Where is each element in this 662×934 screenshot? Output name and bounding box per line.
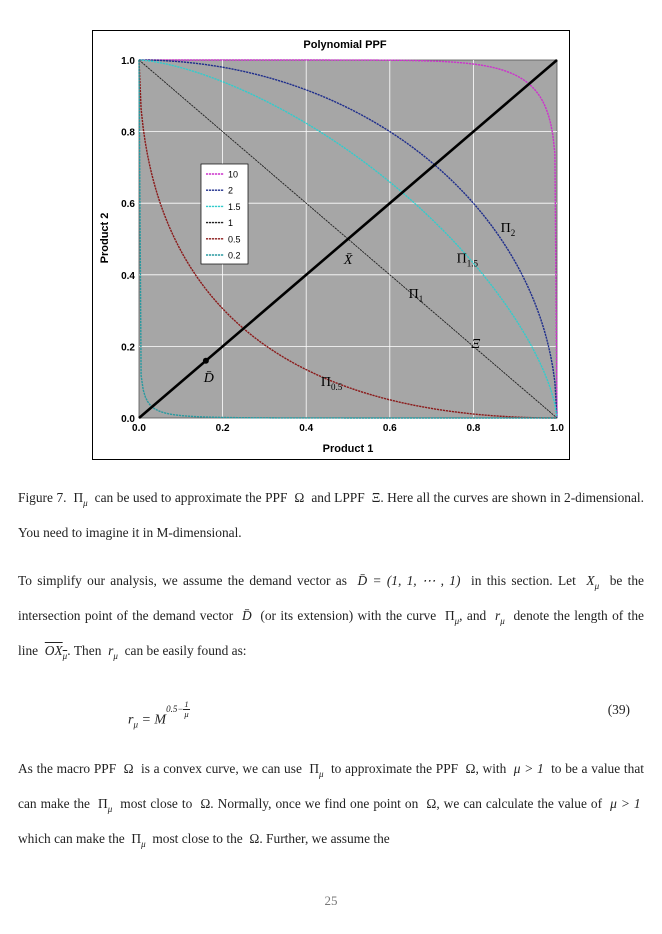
caption-text-1: can be used to approximate the PPF bbox=[94, 490, 288, 505]
y-tick-label: 0.0 bbox=[121, 414, 135, 425]
mu-condition: μ > 1 bbox=[610, 796, 641, 811]
p2-text-1: As the macro PPF bbox=[18, 761, 117, 776]
d-symbol: D̄ bbox=[241, 608, 252, 623]
curve-label bbox=[343, 253, 353, 268]
caption-prefix: Figure 7. bbox=[18, 490, 67, 505]
x-tick-label: 0.6 bbox=[382, 423, 397, 434]
mu-subscript: μ bbox=[594, 581, 600, 591]
y-tick-label: 0.2 bbox=[121, 342, 135, 354]
curve-label-symbol: D̄ bbox=[203, 371, 214, 387]
y-tick-label: 0.8 bbox=[121, 127, 135, 139]
ppf-figure bbox=[92, 30, 570, 460]
p1-text-8: can be easily found as: bbox=[124, 643, 247, 658]
omega-symbol: Ω bbox=[294, 490, 305, 505]
eqn-lhs: r bbox=[128, 712, 134, 728]
curve-label-symbol: X̄ bbox=[343, 253, 353, 269]
y-tick-label: 0.6 bbox=[121, 199, 135, 211]
curve-label-subscript: 0.5 bbox=[330, 381, 343, 392]
x-tick-label: 0.8 bbox=[466, 423, 481, 434]
eqn-frac-den: μ bbox=[184, 709, 189, 719]
curve-label-symbol: Π bbox=[456, 251, 467, 267]
legend-label-10: 10 bbox=[228, 169, 239, 180]
mu-condition: μ > 1 bbox=[513, 761, 544, 776]
omega-symbol: Ω bbox=[200, 796, 211, 811]
r-symbol: r bbox=[108, 643, 114, 658]
p2-text-8: , we can calculate the value of bbox=[436, 796, 603, 811]
p1-text-1: To simplify our analysis, we assume the demand vector as bbox=[18, 573, 347, 588]
p2-text-3: to approximate the PPF bbox=[330, 761, 459, 776]
eqn-exponent bbox=[166, 699, 190, 719]
p2-text-9: which can make the bbox=[18, 831, 125, 846]
mu-subscript: μ bbox=[500, 616, 505, 626]
p2-text-5: to be a value that can make the bbox=[18, 761, 644, 811]
legend-label-2: 2 bbox=[228, 185, 234, 196]
p1-text-3: be the intersection point of the demand vector bbox=[18, 573, 644, 623]
mu-subscript: μ bbox=[141, 839, 146, 849]
curve-label bbox=[471, 337, 480, 352]
legend-box bbox=[201, 164, 248, 264]
x-tick-label: 0.4 bbox=[299, 423, 314, 434]
caption-text-3: . Here all the curves are shown in 2-dimensional. You need to imagine it in M-dimensional. bbox=[18, 490, 644, 540]
curve-label-subscript: 2 bbox=[510, 227, 516, 238]
paragraph-2 bbox=[18, 754, 644, 859]
legend bbox=[201, 164, 248, 264]
r-symbol: r bbox=[494, 608, 501, 623]
p1-text-4: (or its extension) with the curve bbox=[260, 608, 437, 623]
caption-text-2: and LPPF bbox=[311, 490, 365, 505]
p2-text-6: most close to bbox=[120, 796, 193, 811]
p1-text-2: in this section. Let bbox=[471, 573, 576, 588]
curve-label-symbol: Π bbox=[320, 374, 331, 390]
mu-subscript: μ bbox=[454, 616, 460, 626]
eqn-rhs: = M bbox=[141, 712, 167, 728]
curve-label-symbol: Ξ bbox=[471, 337, 481, 353]
omega-symbol: Ω bbox=[426, 796, 437, 811]
omega-symbol: Ω bbox=[249, 831, 260, 846]
curve-label-subscript: 1.5 bbox=[466, 258, 479, 269]
demand-point-marker bbox=[203, 358, 209, 364]
curve-label-symbol: Π bbox=[408, 287, 419, 303]
page-number: 25 bbox=[324, 893, 338, 908]
y-axis-label: Product 2 bbox=[99, 212, 111, 264]
mu-subscript: μ bbox=[318, 769, 324, 779]
mu-subscript: μ bbox=[133, 719, 138, 730]
y-tick-label: 1.0 bbox=[121, 56, 135, 67]
curve-label bbox=[203, 371, 214, 386]
mu-subscript: μ bbox=[113, 651, 118, 661]
pi-symbol: Π bbox=[98, 796, 108, 811]
eqn-exp-text: 0.5− bbox=[166, 703, 184, 714]
xi-symbol: Ξ bbox=[371, 490, 381, 505]
p2-text-10: most close to the bbox=[152, 831, 243, 846]
p2-text-11: . Further, we assume the bbox=[259, 831, 390, 846]
legend-label-0.2: 0.2 bbox=[228, 250, 241, 261]
pi-symbol: Π bbox=[73, 490, 84, 505]
p2-text-2: is a convex curve, we can use bbox=[140, 761, 302, 776]
chart-title: Polynomial PPF bbox=[303, 39, 387, 51]
mu-subscript: μ bbox=[107, 804, 113, 814]
pi-symbol: Π bbox=[131, 831, 142, 846]
curve-label-symbol: Π bbox=[500, 220, 511, 236]
p1-text-6: denote the length of the line bbox=[18, 608, 644, 658]
mu-subscript: μ bbox=[83, 498, 88, 508]
legend-label-0.5: 0.5 bbox=[228, 234, 241, 245]
p1-text-5: , and bbox=[459, 608, 487, 623]
x-axis-label: Product 1 bbox=[322, 443, 374, 455]
x-tick-label: 1.0 bbox=[550, 423, 564, 434]
curve-label-subscript: 1 bbox=[418, 294, 424, 305]
pi-symbol: Π bbox=[444, 608, 455, 623]
omega-symbol: Ω bbox=[123, 761, 134, 776]
y-tick-label: 0.4 bbox=[121, 270, 135, 282]
paragraph-1 bbox=[18, 566, 644, 671]
omega-symbol: Ω bbox=[465, 761, 476, 776]
mu-subscript: μ bbox=[62, 651, 68, 661]
ox-symbol: OX bbox=[44, 643, 63, 658]
figure-caption bbox=[18, 483, 644, 548]
pi-symbol: Π bbox=[309, 761, 319, 776]
legend-label-1.5: 1.5 bbox=[228, 201, 241, 212]
x-tick-label: 0.2 bbox=[215, 423, 230, 434]
p1-text-7: . Then bbox=[67, 643, 102, 658]
p2-text-4: , with bbox=[475, 761, 507, 776]
p2-text-7: . Normally, once we find one point on bbox=[210, 796, 419, 811]
legend-label-1: 1 bbox=[228, 218, 234, 229]
eqn-frac-num: 1 bbox=[184, 699, 189, 709]
equation-body bbox=[128, 700, 190, 730]
x-symbol: X bbox=[586, 573, 595, 588]
equation-number: (39) bbox=[607, 702, 630, 717]
x-tick-label: 0.0 bbox=[132, 423, 146, 434]
equation-39 bbox=[0, 692, 662, 732]
demand-vector-expr: D̄ = (1, 1, ⋯ , 1) bbox=[357, 573, 461, 588]
ox-line-symbol bbox=[44, 643, 68, 661]
